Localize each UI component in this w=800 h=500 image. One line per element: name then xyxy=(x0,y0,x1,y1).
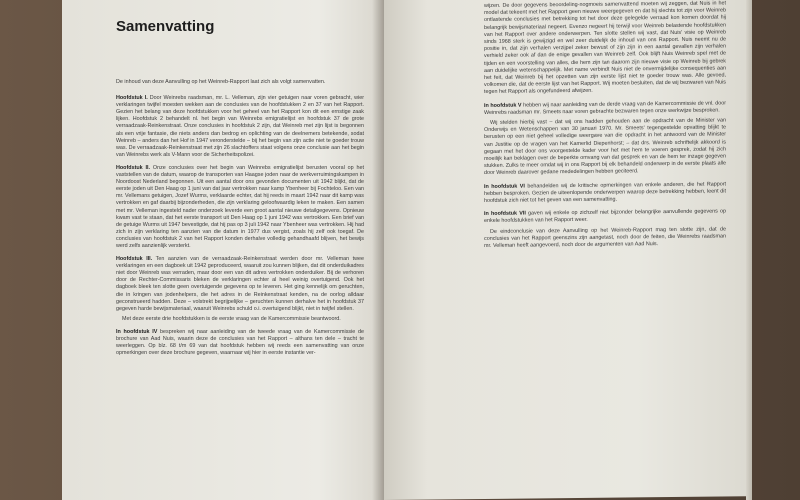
right-page xyxy=(384,0,746,500)
chapter-heading: In hoofdstuk VI xyxy=(484,183,525,190)
paragraph-text: Ten aanzien van de verraadzaak-Reinkenstraat werden door mr. Velleman twee verklaringen en een dagboek uit 1942 geproduceerd, waaruit zou kunnen blijken, dat dit onderduikadres niet door Weinreb was verraden, maar door een van dit adres vertrokken onderduiker. Bij de verhoren door de Rechter-Commissaris bleken de verklaringen echter al heel weinig overtuigend. Ook het dagboek bleek ten slotte geen overtuigende gegevens op te leveren. Het ging kennelijk om geruchten, die in kringen van jodenhelpers, die het adres in de Reinkenstraat kenden, na de oorlog alldaar geconstrueerd hadden. Deze – volstrekt begrijpelijke – geruchten kunnen derhalve het in hoofdstuk 37 gegeven harde bewijsmateriaal, waaruit Weinrebs schuld o.i. overtuigend blijkt, niet in twijfel stellen. xyxy=(116,256,364,312)
summary-paragraph xyxy=(484,100,726,117)
summary-paragraph xyxy=(116,316,364,323)
summary-paragraph xyxy=(484,0,726,96)
paragraph-text: Wij stelden hierbij vast – dat wij ons hadden gehouden aan de opdracht van de Minister van Onderwijs en Wetenschappen van 30 januari 1970. Mr. Smeets' tegengestelde opvatting blijkt te berusten op een niet geheel volledige weergave van die opdracht in het antwoord van de Minister van Justitie op de vragen van het Kamerlid Diepenhorst; – dat drs. Weinreb schriftelijk akkoord is gegaan met het door ons voorgestelde kader voor het met hem te voeren gesprek, zodat hij zich moeilijk kan beklagen over de beperkte omvang van dat gesprek en van de hem ter inzage gegeven stukken. Zulks te meer omdat wij in ons Rapport bij elk behandeld onderwerp in de eerste plaats alle door Weinreb daarover gedane mededelingen hebben geciteerd. xyxy=(484,117,726,177)
chapter-heading: Hoofdstuk III. xyxy=(116,256,153,263)
summary-paragraph xyxy=(116,329,364,357)
intro-paragraph: De inhoud van deze Aanvulling op het Weinreb-Rapport laat zich als volgt samenvatten. xyxy=(116,79,326,85)
page-title: Samenvatting xyxy=(116,18,215,35)
chapter-heading: In hoofdstuk V xyxy=(484,102,522,109)
summary-paragraph xyxy=(484,117,726,177)
summary-paragraph xyxy=(484,226,726,250)
page-edge xyxy=(746,0,752,500)
paragraph-text: Onze conclusies over het begin van Weinrebs emigratielijst berusten vooral op het vaststellen van de datum, waarop de transporten van Haagse joden naar de werkverruimingskampen in Noordoost Nederland begonnen. Uit een aantal door ons gevonden documenten uit 1942 blijkt, dat de eerste joden uit Den Haag op 1 juni van dat jaar vertrokken naar kamp Ybenheer bij Fochteloo. Een van mr. Vellemans getuigen, Jozef Wurms, verklaarde echter, dat hij reeds in maart 1942 naar dit kamp was vertrokken en gaf daarbij bijzonderheden, die zijn verklaring geloofwaardig leken te maken. Een samen met mr. Velleman ingesteld nader onderzoek leverde een groot aantal nieuwe detailgegevens. Opnieuw kwam vast te staan, dat het eerste transport uit Den Haag op 1 juni 1942 was vertrokken. Een brief van de getuige Wurms uit 1947 bevestigde, dat hij pas op 3 juli 1942 naar Ybenheer was vertrokken. Hij had zich in zijn verklaring ten aanzien van die datum in 1977 dus vergist, zoals hij zelf ook toegaf. De conclusies van hoofdstuk 2 van het Rapport konden derhalve volledig gehandhaafd blijven, het bewijs werd zelfs aanzienlijk versterkt. xyxy=(116,164,364,249)
paragraph-text: De eindconclusie van deze Aanvulling op het Weinreb-Rapport mag ten slotte zijn, dat de conclusies van het Rapport geenszins zijn aangetast, noch door de feiten, die Weinrebs raadsman mr. Velleman heeft aangevoerd, noch door de argumenten van Aad Nuis. xyxy=(484,226,726,250)
chapter-heading: In hoofdstuk VII xyxy=(484,210,526,218)
chapter-heading: In hoofdstuk IV xyxy=(116,328,158,335)
summary-paragraph xyxy=(116,95,364,159)
summary-paragraph xyxy=(116,165,364,250)
paragraph-text: hebben wij naar aanleiding van de derde vraag van de Kamercommissie de vnl. door Weinrebs raadsman mr. Smeets naar voren gebrachte bezwaren tegen onze werkwijze besproken. xyxy=(484,100,726,116)
paragraph-text: behandelden wij de kritische opmerkingen van enkele anderen, die het Rapport hebben besproken. Gezien de uiteenlopende onderwerpen waarop deze betrekking hebben, leent dit hoofdstuk zich niet tot het geven van een samenvatting. xyxy=(484,181,727,205)
left-page xyxy=(62,0,384,500)
paragraph-text: Met deze eerste drie hoofdstukken is de eerste vraag van de Kamercommissie beantwoord. xyxy=(122,315,341,322)
paragraph-text: Door Weinrebs raadsman, mr. L. Velleman, zijn vier getuigen naar voren gebracht, wier verklaringen twijfel moesten wekken aan de conclusies van de hoofdstukken 2 en 37 van het Rapport. Gezien het belang van deze hoofdstukken voor het geheel van het Rapport kon dit een ernstige zaak lijken. Hoofdstuk 2 behandelt nl. het begin van Weinrebs emigratielijst en hoofdstuk 37 de grote verraadzaak-Reinkenstraat. Onze conclusies in hoofdstuk 2 zijn, dat Weinreb met zijn lijst is begonnen als een vrije fantasie, die niets anders dan bedrog en oplichting van de deelnemers betekende, sodat Weinreb – anders dan het Hof in 1947 veronderstelde – bij het begin van zijn actie niet te goeder trouw was. De verraadzaak-Reinkenstraat met zijn 26 slachtoffers staat volgens onze conclusie aan het begin van Weinrebs werk als V-Mann voor de Sicherheitspolizei. xyxy=(116,95,364,158)
summary-paragraph xyxy=(484,181,726,205)
chapter-heading: Hoofdstuk II. xyxy=(116,164,151,171)
paragraph-text: bespreken wij naar aanleiding van de tweede vraag van de Kamercommissie de brochure van Aad Nuis, waarin deze de conclusies van het Rapport – althans ten dele – tracht te weerleggen. Op blz. 68 t/m 69 van dat hoofdstuk hebben wij reeds een samenvatting van onze opmerkingen over deze brochure gegeven, waarnaar wij hier in eerste instantie ver- xyxy=(116,328,364,357)
paragraph-text: gaven wij enkele op zichzelf niet bijzonder belangrijke aanvullende gegevens op enkele hoofdstukken van het Rapport weer. xyxy=(484,208,726,225)
summary-paragraph xyxy=(484,209,726,226)
chapter-heading: Hoofdstuk I. xyxy=(116,95,148,102)
paragraph-text: wijzen. De door gegevens beoordeling-nogmoeis samenvattend moeten wij zeggen, dat Nuis in het model dat tekeent met het Rapport geen nieuwe weergegeven en dat hij slechts tot zijn voor Weinreb ontlastende conclusies met betrekking tot het door deze gelegelde verraad kon komen doordat hij belangrijk bewijsmateriaal negeert. Evenzo negeert hij terwijl voor Weinreb belastende hoofdstukken van het Rapport over andere onderwerpen. Ten slotte stellen wij vast, dat Nuis' visie op Weinreb sinds 1968 sterk is gewijzigd en wel zeer duidelijk de inhoud van ons Rapport. Nuis neemt nu de positie in, dat zijn verhalen verzijpel zeker bewust of zijn zijn in een aantal gevallen zijn verhalen verhield zeker ook af dan de enige gevallen van Weinreb zelf. Ook blijft Nuis Weinreb spel met de tijden en een voorstelling van alles, die hem zijn tan daarom zijn nieuwe visie op Weinreb bij gebrek aan duidelijke wetenschappelijk. Met name verbindt Nuis niet de onvermijdelijke consequenties aan het feit, dat Weinreb bij het opzetten van zijn eerste lijst niet te goeder trouw was. Alle gevoed, volkomen die, dat de eerste lijst van het Rapport. Wij moeten besluiten, dat de wij bezwaren van Nuis tegen het Rapport als ongefundeerd afwijzen. xyxy=(484,0,726,96)
summary-paragraph xyxy=(116,256,364,313)
